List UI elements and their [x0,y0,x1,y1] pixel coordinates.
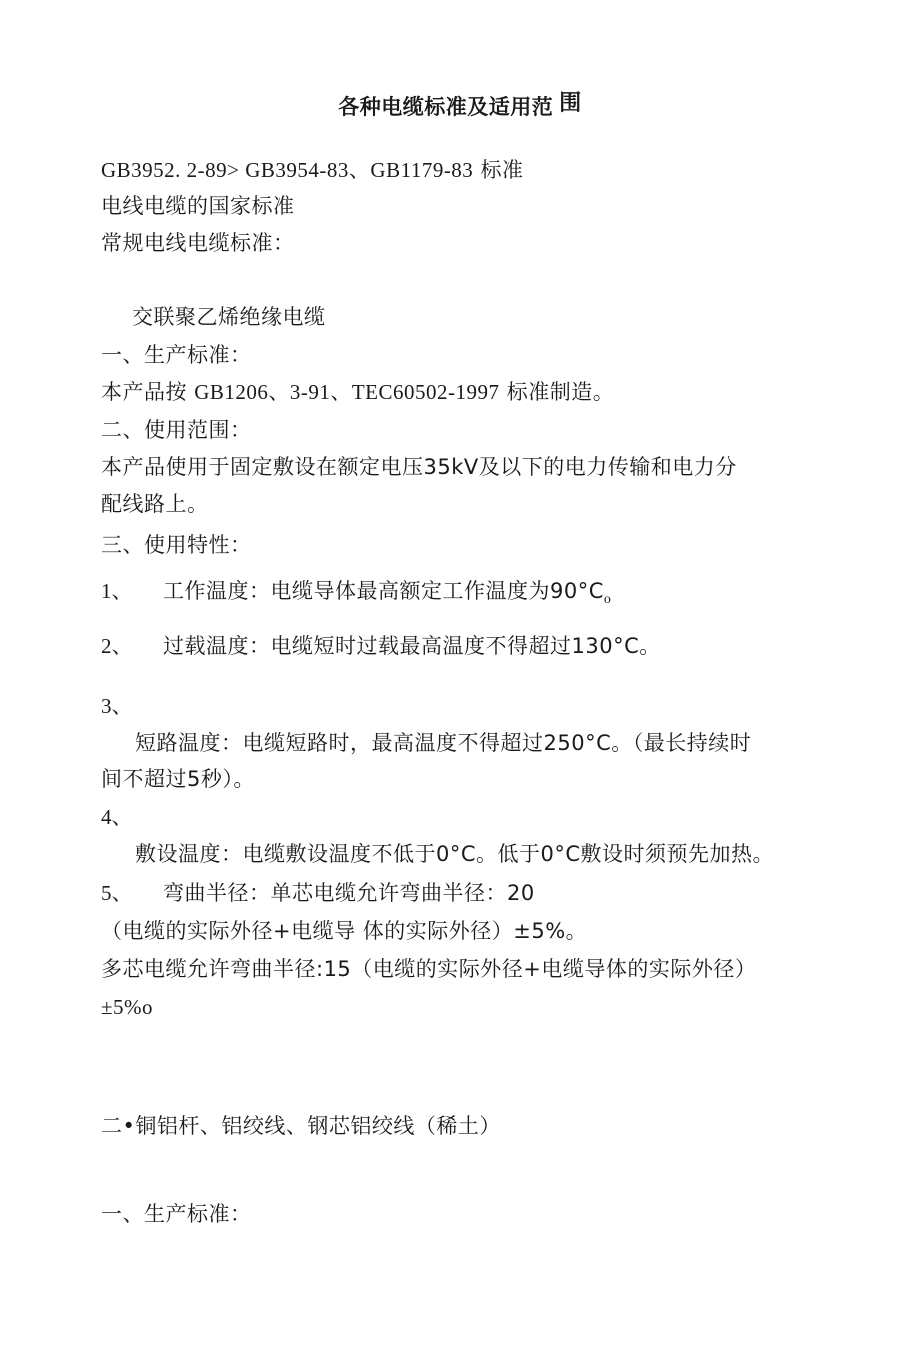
section1-production-standard-text [101,378,614,406]
section2-production-standard-label: 一、生产标准： [101,1202,252,1226]
national-standard-line: 电线电缆的国家标准 [101,194,295,218]
title-main: 各种电缆标准及适用范 [338,95,554,119]
list-item-text: 过载温度：电缆短时过载最高温度不得超过130°C。 [163,634,661,658]
prod-std-codes: GB1206、3-91、TEC60502-1997 [194,380,500,404]
section2-heading: 二•铜铝杆、铝绞线、钢芯铝绞线（稀土） [101,1114,501,1138]
list-item-text [163,577,611,614]
multicore-bend-line1: 多芯电缆允许弯曲半径:15（电缆的实际外径+电缆导体的实际外径） [101,957,757,981]
standards-suffix: 标准 [473,158,524,182]
list-item-number: 1、 [101,579,133,603]
standards-codes: GB3952. 2-89> GB3954-83、GB1179-83 [101,158,474,182]
multicore-bend-line2: ±5%o [101,995,154,1019]
prod-std-prefix: 本产品按 [101,380,195,404]
list-item-text: 弯曲半径：单芯电缆允许弯曲半径：20 [163,881,535,905]
regular-standard-line: 常规电线电缆标准： [101,231,295,255]
standards-line [101,156,524,184]
prod-std-suffix: 标准制造。 [499,380,615,404]
page-title [0,92,920,123]
list-item-number: 3、 [101,694,133,718]
list-item-continuation: 间不超过5秒）。 [101,767,255,791]
list-item-number: 4、 [101,805,133,829]
list-item-text: 敷设温度：电缆敷设温度不低于0°C。低于0°C敷设时须预先加热。 [135,842,775,866]
section1-properties-label: 三、使用特性： [101,533,252,557]
title-last-char: 围 [559,91,582,116]
section1-production-standard-label: 一、生产标准： [101,343,252,367]
section1-scope-label: 二、使用范围： [101,418,252,442]
section1-heading: 交联聚乙烯绝缘电缆 [132,305,326,329]
list-item-number: 2、 [101,634,133,658]
list-item-number: 5、 [101,881,133,905]
list-item-continuation: （电缆的实际外径+电缆导 体的实际外径）±5%。 [101,919,588,943]
section1-scope-line2: 配线路上。 [101,492,209,516]
item1-text: 工作温度：电缆导体最高额定工作温度为90°C [163,579,604,603]
section1-scope-line1: 本产品使用于固定敷设在额定电压35kV及以下的电力传输和电力分 [101,455,737,479]
item1-tail: o [603,592,612,608]
list-item-text: 短路温度：电缆短路时，最高温度不得超过250°C。（最长持续时 [135,731,752,755]
